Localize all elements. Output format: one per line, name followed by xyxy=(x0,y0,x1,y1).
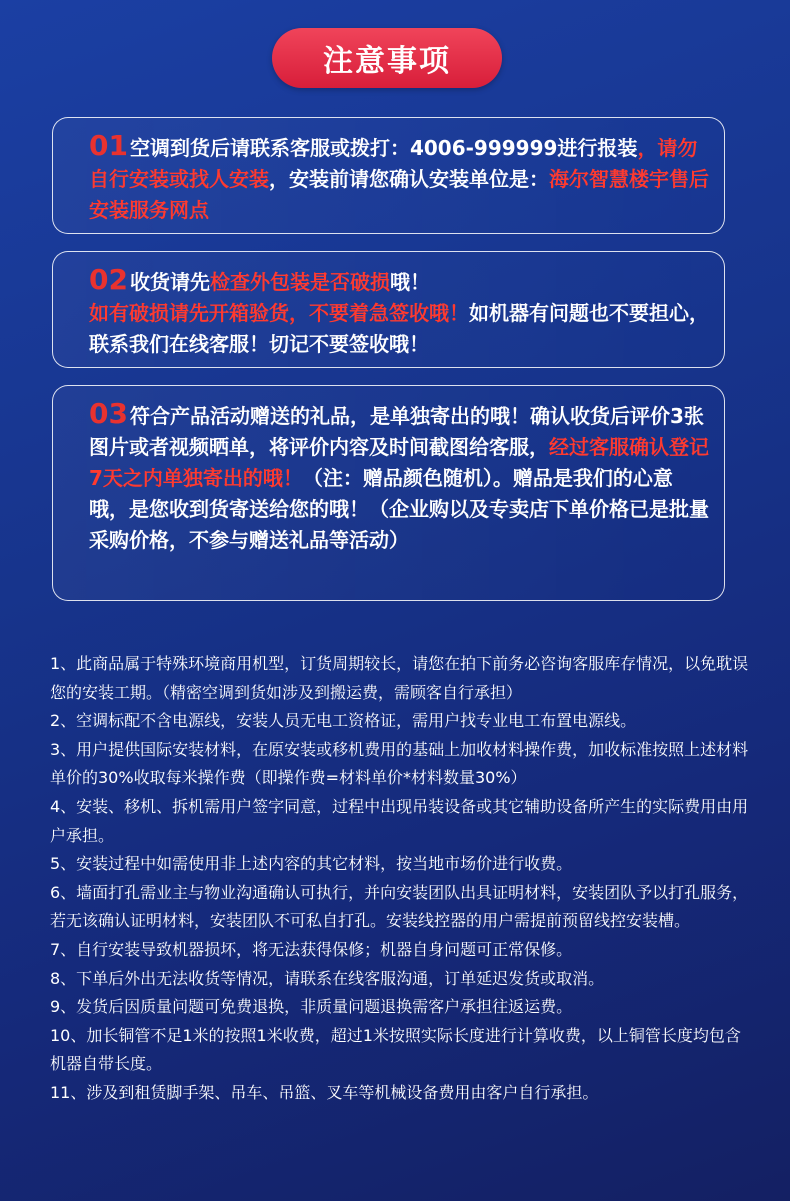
card-text: 收货请先 xyxy=(129,270,210,294)
card-text: ，安装前请您确认安装单位是： xyxy=(269,167,549,191)
notice-card-1 xyxy=(52,117,725,234)
card-highlight: 经过客服确认登记7天之内单独寄出的哦！ xyxy=(89,435,709,490)
card-highlight: ，请勿自行安装或找人安装 xyxy=(89,136,698,191)
notes-list xyxy=(50,650,750,1108)
page-title: 注意事项 xyxy=(272,28,502,88)
note-item: 11、涉及到租赁脚手架、吊车、吊篮、叉车等机械设备费用由客户自行承担。 xyxy=(50,1082,599,1102)
note-item: 6、墙面打孔需业主与物业沟通确认可执行，并向安装团队出具证明材料，安装团队予以打孔服务，若无该确认证明材料，安装团队不可私自打孔。安装线控器的用户需提前预留线控安装槽。 xyxy=(50,882,749,931)
card-number: 02 xyxy=(89,263,128,296)
card-highlight: 检查外包装是否破损 xyxy=(209,270,390,294)
note-item: 2、空调标配不含电源线，安装人员无电工资格证，需用户找专业电工布置电源线。 xyxy=(50,711,637,731)
note-item: 1、此商品属于特殊环境商用机型，订货周期较长，请您在拍下前务必咨询客服库存情况，以免耽误您的安装工期。（精密空调到货如涉及到搬运费，需顾客自行承担） xyxy=(50,654,749,702)
note-item: 3、用户提供国际安装材料，在原安装或移机费用的基础上加收材料操作费，加收标准按照上述材料单价的30%收取每米操作费（即操作费=材料单价*材料数量30%） xyxy=(50,739,749,788)
card-text: 空调到货后请联系客服或拨打：4006-999999进行报装 xyxy=(129,136,638,160)
card-number: 01 xyxy=(89,129,128,162)
notice-card-3 xyxy=(52,385,725,601)
card-text: 哦！ xyxy=(389,270,430,294)
card-highlight: 如有破损请先开箱验货，不要着急签收哦！ xyxy=(89,301,469,325)
card-highlight: 海尔智慧楼宇售后安装服务网点 xyxy=(89,167,709,222)
note-item: 7、自行安装导致机器损坏，将无法获得保修；机器自身问题可正常保修。 xyxy=(50,939,573,959)
card-number: 03 xyxy=(89,397,128,430)
note-item: 8、下单后外出无法收货等情况，请联系在线客服沟通，订单延迟发货或取消。 xyxy=(50,968,605,988)
note-item: 9、发货后因质量问题可免费退换，非质量问题退换需客户承担往返运费。 xyxy=(50,997,573,1017)
notice-card-2 xyxy=(52,251,725,368)
card-text: 符合产品活动赠送的礼品，是单独寄出的哦！确认收货后评价3张图片或者视频晒单，将评价内容及时间截图给客服， xyxy=(89,404,704,459)
note-item: 4、安装、移机、拆机需用户签字同意，过程中出现吊装设备或其它辅助设备所产生的实际费用由用户承担。 xyxy=(50,796,749,845)
note-item: 10、加长铜管不足1米的按照1米收费，超过1米按照实际长度进行计算收费，以上铜管长度均包含机器自带长度。 xyxy=(50,1025,741,1074)
card-text: 如机器有问题也不要担心，联系我们在线客服！切记不要签收哦！ xyxy=(89,301,709,356)
card-text: （注：赠品颜色随机）。赠品是我们的心意哦，是您收到货寄送给您的哦！（企业购以及专卖店下单价格已是批量采购价格，不参与赠送礼品等活动） xyxy=(89,466,709,552)
note-item: 5、安装过程中如需使用非上述内容的其它材料，按当地市场价进行收费。 xyxy=(50,854,573,874)
